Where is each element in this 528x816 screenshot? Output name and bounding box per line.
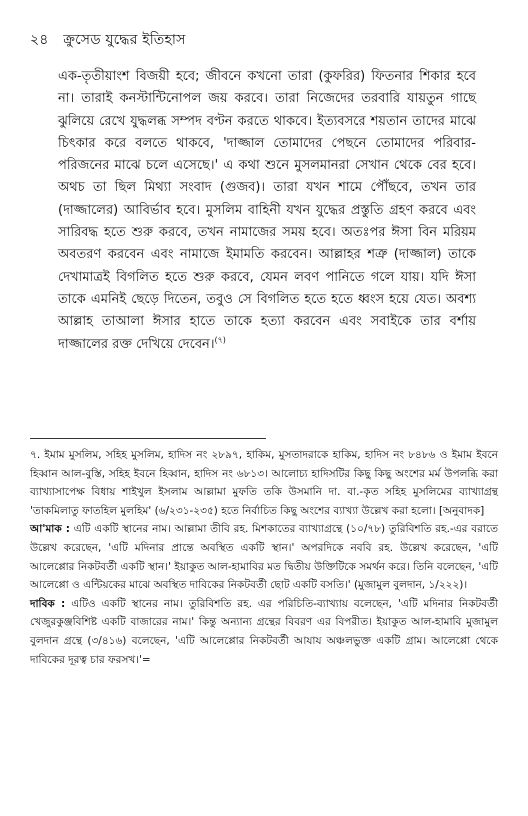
term-amak: আ'মাক : xyxy=(30,523,70,536)
term-dabik: দাবিক : xyxy=(30,597,66,610)
footnote-divider xyxy=(30,438,266,439)
amak-text: এটি একটি স্থানের নাম। আল্লামা তীবি রহ. মিশকাতের ব্যাখ্যাগ্রন্থে (১০/৭৮) তুরিবিশতি রহ.-এর বরাতে উল্লেখ করেছেন, 'এটি মদিনার প্রান্তে অবস্থিত একটি স্থান।' অপরদিকে নববি রহ. উল্লেখ করেছেন, 'এটি আলেপ্পোর নিকটবর্তী একটি স্থান।' ইয়াকুত আল-হামাবির মত দ্বিতীয় উক্তিটিকে সমর্থন করে। তিনি বলেছেন, 'এটি আলেপ্পো ও এন্টিয়কের মাঝে অবস্থিত দাবিকের নিকটবর্তী ছোট একটি বসতি।' (মুজামুল বুলদান, ১/২২২)। xyxy=(30,523,498,592)
dabik-text: এটিও একটি স্থানের নাম। তুরিবিশতি রহ. এর পরিচিতি-ব্যাখ্যায় বলেছেন, 'এটি মদিনার নিকটবর্তী খেজুরকুঞ্জবিশিষ্ট একটি বাজারের নাম।' কিন্তু অন্যান্য গ্রন্থের বিবরণ এর বিপরীত। ইয়াকুত আল-হামাবি মুজামুল বুলদান গ্রন্থে (৩/৪১৬) বলেছেন, 'এটি আলেপ্পোর নিকটবর্তী আযায অঞ্চলভুক্ত একটি গ্রাম। আলেপ্পো থেকে দাবিকের দূরত্ব চার ফরসখ।'= xyxy=(30,597,499,666)
footnote-dabik xyxy=(30,595,498,669)
running-header xyxy=(30,28,186,52)
footnotes xyxy=(30,446,498,669)
main-paragraph xyxy=(58,66,476,356)
page-number: ২৪ xyxy=(30,32,49,48)
running-title: ক্রুসেড যুদ্ধের ইতিহাস xyxy=(63,32,186,48)
footnote-reference: (৭) xyxy=(214,335,226,345)
main-paragraph-text: এক-তৃতীয়াংশ বিজয়ী হবে; জীবনে কখনো তারা (কুফরির) ফিতনার শিকার হবে না। তারাই কনস্টান্টিনোপল জয় করবে। তারা নিজেদের তরবারি যায়তুন গাছে ঝুলিয়ে রেখে যুদ্ধলব্ধ সম্পদ বণ্টন করতে থাকবে। ইত্যবসরে শয়তান তাদের মাঝে চিৎকার করে বলতে থাকবে, 'দাজ্জাল তোমাদের পেছনে তোমাদের পরিবার-পরিজনের মাঝে চলে এসেছে।' এ কথা শুনে মুসলমানরা সেখান থেকে বের হবে। অথচ তা ছিল মিথ্যা সংবাদ (গুজব)। তারা যখন শামে পৌঁছবে, তখন তার (দাজ্জালের) আবির্ভাব হবে। মুসলিম বাহিনী যখন যুদ্ধের প্রস্তুতি গ্রহণ করবে এবং সারিবদ্ধ হতে শুরু করবে, তখন নামাজের সময় হবে। অতঃপর ঈসা বিন মরিয়ম অবতরণ করবেন এবং নামাজে ইমামতি করবেন। আল্লাহর শত্রু (দাজ্জাল) তাকে দেখামাত্রই বিগলিত হতে শুরু করবে, যেমন লবণ পানিতে গলে যায়। যদি ঈসা তাকে এমনিই ছেড়ে দিতেন, তবুও সে বিগলিত হতে হতে ধ্বংস হয়ে যেত। অবশ্য আল্লাহ তাআলা ঈসার হাতে তাকে হত্যা করবেন এবং সবাইকে তার বর্শায় দাজ্জালের রক্ত দেখিয়ে দেবেন। xyxy=(58,69,476,352)
footnote-amak xyxy=(30,520,498,594)
footnote-7: ৭. ইমাম মুসলিম, সহিহ মুসলিম, হাদিস নং ২৮৯৭, হাকিম, মুসতাদরাকে হাকিম, হাদিস নং ৮৪৮৬ ও ইমাম ইবনে হিব্বান আল-বুস্তি, সহিহ ইবনে হিব্বান, হাদিস নং ৬৮১৩। আলোচ্য হাদিসটির কিছু কিছু অংশের মর্ম উপলব্ধি করা ব্যাখ্যাসাপেক্ষ বিধায় শাইখুল ইসলাম আল্লামা মুফতি তকি উসমানি দা. বা.-কৃত সহিহ মুসলিমের ব্যাখ্যাগ্রন্থ 'তাকমিলাতু ফাতহিল মুলহিম' (৬/২৩১-২৩৫) হতে নির্বাচিত কিছু অংশের ব্যাখ্যা উল্লেখ করা হলো। [অনুবাদক] xyxy=(30,449,498,517)
main-text-block xyxy=(58,66,476,356)
